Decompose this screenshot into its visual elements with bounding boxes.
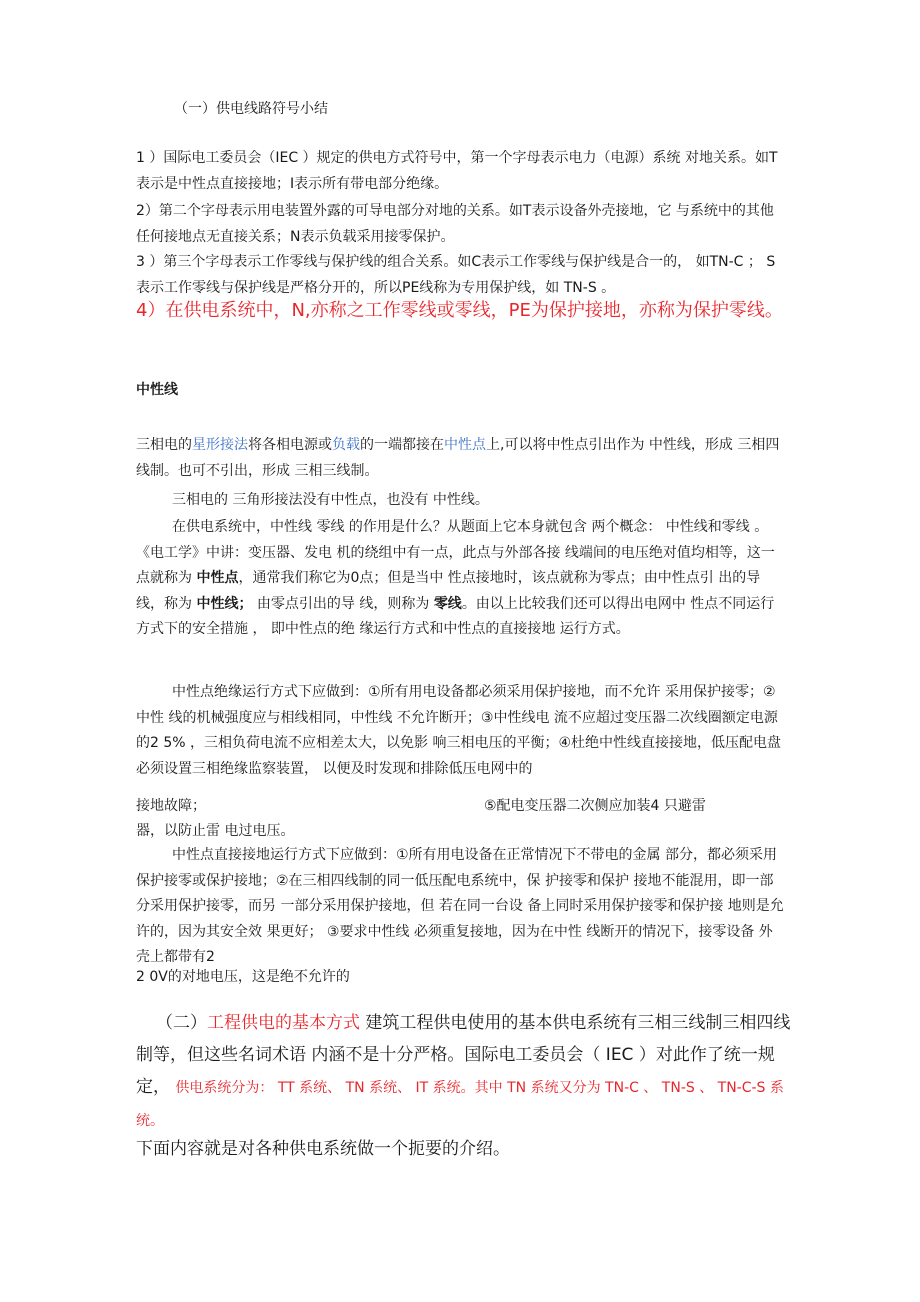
insulated-mode-paragraph: 中性点绝缘运行方式下应做到：①所有用电设备都必须采用保护接地，而不允许 采用保护接零；②中性 线的机械强度应与相线相同，中性线 不允许断开；③中性线电 流不应超过变压器二次线圈额定电源的2 5% ，三相负荷电流不应相差太大，以免影 响三相电压的平衡；④杜绝中性线直接接地，低压配电盘必须设置三相绝缘监察装置， 以便及时发现和排除低压电网中的 (136, 684, 782, 777)
rule-2-paragraph: 2）第二个字母表示用电装置外露的可导电部分对地的关系。如T表示设备外壳接地，它 与系统中的其他任何接地点无直接关系；N表示负载采用接零保护。 (136, 203, 774, 245)
closing-sentence: 下面内容就是对各种供电系统做一个扼要的介绍。 (136, 1139, 510, 1159)
supply-system-types: 供电系统分为： TT 系统、 TN 系统、 IT 系统。其中 TN 系统又分为 TN-C 、 TN-S 、 TN-C-S 系统。 (136, 1080, 784, 1129)
insulated-mode-line: 接地故障； ⑤配电变压器二次侧应加装4 只避雷 (136, 798, 706, 814)
section2-paragraph: （二）工程供电的基本方式 建筑工程供电使用的基本供电系统有三相三线制三相四线制等，但这些名词术语 内涵不是十分严格。国际电工委员会（ IEC ）对此作了统一规定， 供电系统分为： TT 系统、 TN 系统、 IT 系统。其中 TN 系统又分为 TN-C 、 TN-S 、 TN-C-S 系统。 (136, 1013, 791, 1129)
link-neutral-point[interactable]: 中性点 (444, 437, 486, 453)
insulated-mode-end: 器，以防止雷 电过电压。 (136, 823, 295, 839)
neutral-role-paragraph: 在供电系统中，中性线 零线 的作用是什么？从题面上它本身就包含 两个概念： 中性线和零线 。《电工学》中讲：变压器、发电 机的绕组中有一点，此点与外部各接 线端间的电压绝对值均相等，这一点就称为 中性点，通常我们称它为0点；但是当中 性点接地时，该点就称为零点；由中性点引 出的导线，称为 中性线； 由零点引出的导 线，则称为 零线。由以上比较我们还可以得出电网中 性点不同运行方式下的安全措施 ， 即中性点的绝 缘运行方式和中性点的直接接地 运行方式。 (136, 519, 775, 637)
rule-1-paragraph: 1 ）国际电工委员会（IEC ）规定的供电方式符号中，第一个字母表示电力（电源）系统 对地关系。如T表示是中性点直接接地；I表示所有带电部分绝缘。 (136, 150, 778, 192)
link-load[interactable]: 负载 (332, 437, 360, 453)
grounded-mode-end: 2 0V的对地电压，这是绝不允许的 (136, 969, 350, 985)
rule-3-paragraph: 3 ）第三个字母表示工作零线与保护线的组合关系。如C表示工作零线与保护线是合一的， 如TN-C ； S表示工作零线与保护线是严格分开的，所以PE线称为专用保护线，如 TN-S 。 (136, 254, 776, 296)
rule-4-paragraph: 4）在供电系统中，N,亦称之工作零线或零线，PE为保护接地，亦称为保护零线。 (136, 300, 783, 321)
neutral-heading: 中性线 (136, 382, 178, 398)
section1-title: （一）供电线路符号小结 (174, 101, 328, 117)
delta-connection-paragraph: 三相电的 三角形接法没有中性点，也没有 中性线。 (172, 492, 489, 508)
link-star-connection[interactable]: 星形接法 (192, 437, 248, 453)
star-connection-paragraph: 三相电的星形接法将各相电源或负载的一端都接在中性点上,可以将中性点引出作为 中性线，形成 三相四线制。也可不引出，形成 三相三线制。 (136, 437, 780, 479)
grounded-mode-paragraph: 中性点直接接地运行方式下应做到：①所有用电设备在正常情况下不带电的金属 部分，都必须采用保护接零或保护接地；②在三相四线制的同一低压配电系统中，保 护接零和保护 接地不能混用，即一部分采用保护接零，而另 一部分采用保护接地，但 若在同一台设 备上同时采用保护接零和保护接 地则是允许的，因为其安全效 果更好； ③要求中性线 必须重复接地，因为在中性 线断开的情况下，接零设备 外壳上都带有2 (136, 847, 784, 965)
section2-title: 工程供电的基本方式 (207, 1013, 360, 1033)
